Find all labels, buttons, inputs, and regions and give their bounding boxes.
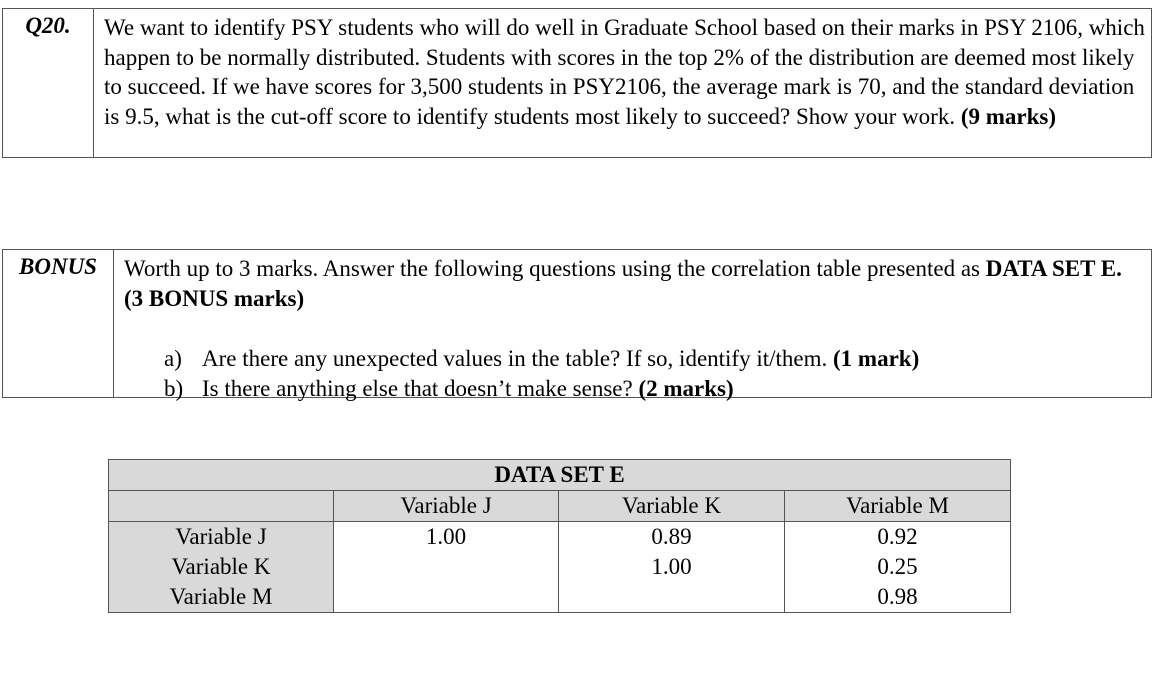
row-label: Variable K (109, 552, 334, 582)
question-marks: (9 marks) (960, 103, 1057, 129)
question-20-box (2, 8, 1152, 158)
table-row (109, 552, 1011, 582)
table-header-variable-m: Variable M (785, 491, 1011, 522)
table-header-corner (109, 491, 334, 522)
table-title: DATA SET E (109, 460, 1011, 491)
bonus-subquestions (124, 344, 1145, 403)
bonus-intro-text: Worth up to 3 marks. Answer the following questions using the correlation table presented as (124, 256, 986, 281)
table-cell (559, 582, 785, 613)
table-cell: 0.89 (559, 522, 785, 553)
table-header-variable-j: Variable J (334, 491, 559, 522)
table-cell (334, 582, 559, 613)
data-set-e-table (108, 459, 1011, 613)
table-cell: 0.25 (785, 552, 1011, 582)
subquestion-letter: b) (164, 375, 184, 401)
subquestion-text: Are there any unexpected values in the table? If so, identify it/them. (202, 346, 833, 371)
subquestion-marks: (1 mark) (833, 346, 920, 371)
bonus-question-box (2, 249, 1152, 401)
subquestion-letter: a) (164, 346, 182, 371)
table-cell (334, 552, 559, 582)
bonus-subquestion-a (164, 344, 1145, 374)
subquestion-marks: (2 marks) (638, 375, 734, 401)
bonus-text (114, 250, 1151, 401)
question-text (94, 9, 1151, 157)
table-cell: 1.00 (334, 522, 559, 553)
subquestion-text: Is there anything else that doesn’t make sense? (202, 375, 639, 401)
bonus-label: BONUS (3, 250, 114, 397)
table-cell: 0.92 (785, 522, 1011, 553)
question-label: Q20. (3, 9, 94, 157)
row-label: Variable M (109, 582, 334, 613)
row-label: Variable J (109, 522, 334, 553)
table-cell: 0.98 (785, 582, 1011, 613)
table-header-variable-k: Variable K (559, 491, 785, 522)
bonus-intro-bold: DATA SET E. (3 BONUS marks) (124, 256, 1122, 311)
bonus-subquestion-b (164, 374, 1145, 404)
question-text-main: We want to identify PSY students who will do well in Graduate School based on their marks in PSY 2106, which happen to be normally distributed. Students with scores in the top 2% of the distribution are deemed most likely to succeed. If we have scores for 3,500 students in PSY2106, the average mark is 70, and the standard deviation is 9.5, what is the cut-off score to identify students most likely to succeed? Show your work. (104, 15, 1145, 129)
bonus-intro (124, 254, 1145, 313)
table-row (109, 522, 1011, 553)
table-row (109, 582, 1011, 613)
table-cell: 1.00 (559, 552, 785, 582)
